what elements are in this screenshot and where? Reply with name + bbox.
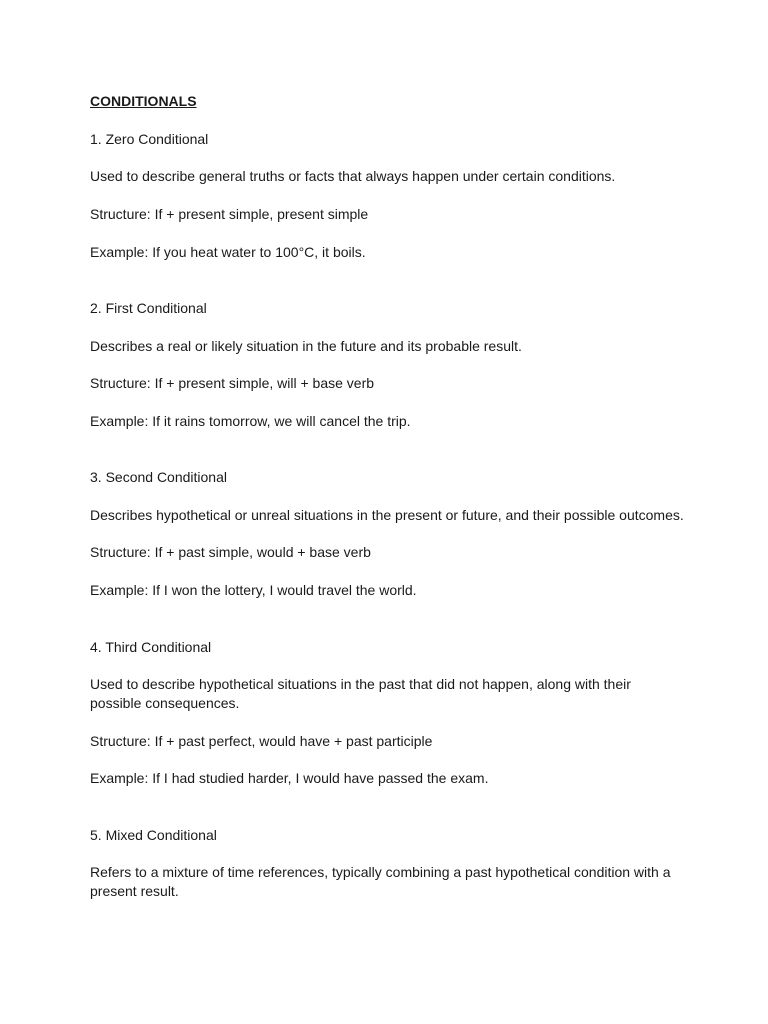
section-structure: Structure: If + past perfect, would have + past participle — [90, 733, 433, 749]
section-heading-mixed-conditional: 5. Mixed Conditional — [90, 827, 217, 843]
section-description-line-2: possible consequences. — [90, 695, 240, 711]
section-example: Example: If you heat water to 100°C, it boils. — [90, 244, 366, 260]
section-example: Example: If I had studied harder, I would have passed the exam. — [90, 770, 489, 786]
section-structure: Structure: If + past simple, would + base verb — [90, 544, 371, 560]
section-heading-third-conditional: 4. Third Conditional — [90, 639, 212, 655]
section-description-line-1: Refers to a mixture of time references, typically combining a past hypothetical condition with a — [90, 864, 671, 880]
document-title: CONDITIONALS — [90, 93, 197, 109]
section-description-line-1: Used to describe hypothetical situations in the past that did not happen, along with their — [90, 676, 631, 692]
section-description: Describes hypothetical or unreal situations in the present or future, and their possible outcomes. — [90, 507, 684, 523]
section-structure: Structure: If + present simple, will + base verb — [90, 375, 375, 391]
section-example: Example: If it rains tomorrow, we will cancel the trip. — [90, 413, 411, 429]
section-structure: Structure: If + present simple, present simple — [90, 206, 369, 222]
section-description: Describes a real or likely situation in the future and its probable result. — [90, 338, 522, 354]
section-example: Example: If I won the lottery, I would travel the world. — [90, 582, 417, 598]
section-heading-first-conditional: 2. First Conditional — [90, 300, 207, 316]
section-description: Used to describe general truths or facts that always happen under certain conditions. — [90, 168, 616, 184]
section-heading-second-conditional: 3. Second Conditional — [90, 469, 227, 485]
section-heading-zero-conditional: 1. Zero Conditional — [90, 131, 209, 147]
section-description-line-2: present result. — [90, 883, 179, 899]
